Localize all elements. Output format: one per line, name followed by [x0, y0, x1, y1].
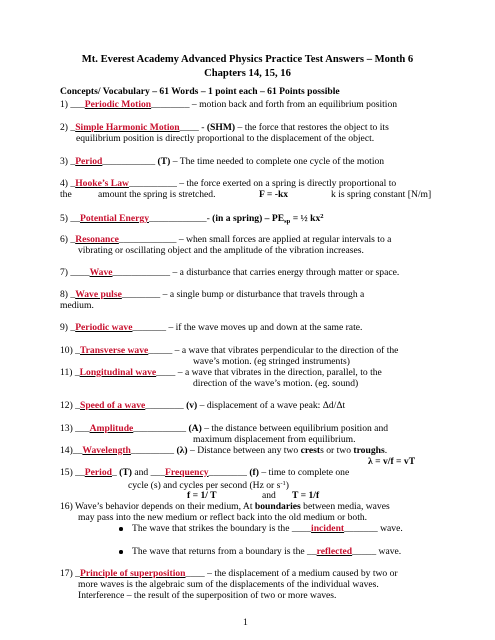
answer-4: Hooke’s Law — [75, 178, 129, 189]
answer-2: Simple Harmonic Motion — [75, 122, 180, 133]
item-4-line2d: k is spring constant [N/m] — [331, 189, 432, 200]
answer-7: Wave — [89, 267, 113, 278]
item-1: 1) ___Periodic Motion________ – motion back and forth from an equilibrium position — [60, 99, 398, 110]
item-16: 16) Wave’s behavior depends on their medium, At boundaries between media, waves — [60, 501, 390, 512]
item-2-line2: equilibrium position is directly proportional to the displacement of the object. — [76, 133, 375, 144]
page-number: 1 — [243, 617, 248, 628]
answer-14: Wavelength — [82, 445, 131, 456]
answer-10: Transverse wave — [79, 345, 149, 356]
item-8: 8) _Wave pulse________ – a single bump or disturbance that travels through a — [60, 289, 365, 300]
answer-16b: reflected — [316, 546, 353, 557]
item-17-line2: more waves is the algebraic sum of the displacements of the individual waves. — [78, 579, 379, 590]
item-16-bullet1: The wave that strikes the boundary is the ____incident_______ wave. — [132, 523, 403, 534]
item-11: 11) _Longitudinal wave____ – a wave that vibrates in the direction, parallel, to the — [60, 367, 382, 378]
answer-17: Principle of superposition — [79, 568, 186, 579]
doc-chapters: Chapters 14, 15, 16 — [204, 68, 291, 79]
doc-subtitle: Concepts/ Vocabulary – 61 Words – 1 point each – 61 Points possible — [60, 86, 340, 97]
answer-13: Amplitude — [89, 423, 134, 434]
bullet — [119, 527, 123, 531]
answer-11: Longitudinal wave — [79, 367, 157, 378]
answer-3: Period — [75, 156, 103, 167]
item-15-line2: cycle (s) and cycles per second (Hz or $s^{-1}$) — [128, 480, 289, 491]
item-15-formula-f: f = 1/ T — [187, 490, 217, 501]
item-14: 14)__Wavelength_________ (λ) – Distance between any two crests or two troughs. — [60, 445, 388, 456]
item-12: 12) _Speed of a wave________ (v) – displacement of a wave peak: Δd/Δt — [60, 400, 346, 411]
item-13-line2: maximum displacement from equilibrium. — [193, 434, 356, 445]
item-15-formula-T: T = 1/f — [292, 490, 320, 501]
item-4-line2b: amount the spring is stretched. — [98, 189, 216, 200]
item-6-line2: vibrating or oscillating object and the amplitude of the vibration increases. — [78, 245, 364, 256]
item-9: 9) _Periodic wave_______ – if the wave moves up and down at the same rate. — [60, 322, 363, 333]
item-13: 13) ___Amplitude___________ (A) – the distance between equilibrium position and — [60, 423, 389, 434]
item-14-formula: λ = v/f = vT — [368, 456, 416, 467]
item-16-bullet2: The wave that returns from a boundary is the __reflected_____ wave. — [132, 546, 402, 557]
answer-5: Potential Energy — [79, 213, 149, 224]
item-15: 15) __Period_ (T) and ___Frequency________ (f) – time to complete one — [60, 467, 350, 478]
answer-15b: Frequency — [165, 467, 209, 478]
answer-9: Periodic wave — [75, 322, 133, 333]
answer-6: Resonance — [75, 234, 119, 245]
item-8-line2: medium. — [60, 300, 94, 311]
item-17-line3: Interference – the result of the superposition of two or more waves. — [78, 590, 337, 601]
item-11-line2: direction of the wave’s motion. (eg. sound) — [193, 378, 359, 389]
item-4: 4) _Hooke’s Law__________ – the force exerted on a spring is directly proportional to — [60, 178, 397, 189]
item-10-line2: wave’s motion. (eg stringed instruments) — [193, 356, 350, 367]
answer-12: Speed of a wave — [79, 400, 146, 411]
item-6: 6) _Resonance____________ – when small forces are applied at regular intervals to a — [60, 234, 392, 245]
item-10: 10) _Transverse wave_____ – a wave that vibrates perpendicular to the direction of the — [60, 345, 399, 356]
answer-8: Wave pulse — [75, 289, 122, 300]
answer-15a: Period — [84, 467, 112, 478]
item-16-line2: may pass into the new medium or reflect back into the old medium or both. — [78, 512, 368, 523]
item-17: 17) _Principle of superposition____ – the displacement of a medium caused by two or — [60, 568, 398, 579]
item-5: 5) __Potential Energy____________- (in a spring) – $PE_{sp}$ = ½ $kx^2$ — [60, 213, 324, 225]
answer-1: Periodic Motion — [84, 99, 152, 110]
bullet — [119, 550, 123, 554]
item-15-and: and — [262, 490, 276, 501]
item-3: 3) _Period___________ (T) – The time needed to complete one cycle of the motion — [60, 156, 385, 167]
item-4-line2a: the — [60, 189, 72, 200]
item-7: 7) ____Wave____________ – a disturbance that carries energy through matter or space. — [60, 267, 400, 278]
item-4-formula: F = -kx — [259, 189, 289, 200]
item-2: 2) _Simple Harmonic Motion____ - (SHM) – the force that restores the object to its — [60, 122, 389, 133]
answer-16a: incident — [311, 523, 345, 534]
doc-title: Mt. Everest Academy Advanced Physics Practice Test Answers – Month 6 — [81, 54, 414, 65]
